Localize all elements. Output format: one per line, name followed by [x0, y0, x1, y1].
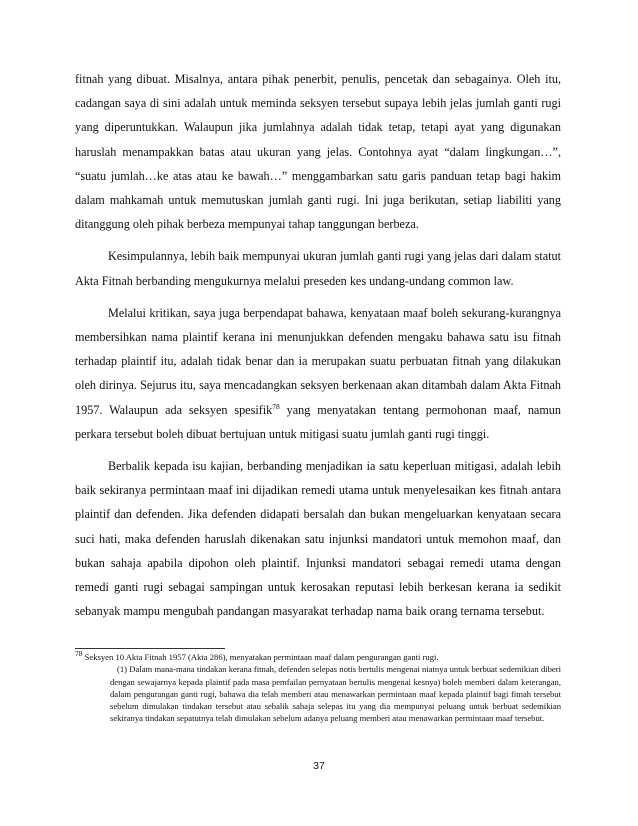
footnote-main	[75, 651, 561, 663]
paragraph-3	[75, 301, 561, 446]
body-text	[75, 67, 561, 631]
footnote-text: Seksyen 10 Akta Fitnah 1957 (Akta 286), menyatakan permintaan maaf dalam pengurangan ganti rugi.	[82, 652, 439, 662]
page-number: 37	[313, 760, 325, 772]
paragraph-3-text-after: yang menyatakan tentang permohonan maaf, namun perkara tersebut boleh dibuat bertujuan untuk mitigasi suatu jumlah ganti rugi tinggi.	[75, 402, 561, 441]
footnote	[75, 651, 561, 725]
paragraph-2: Kesimpulannya, lebih baik mempunyai ukuran jumlah ganti rugi yang jelas dari dalam statut Akta Fitnah berbanding mengukurnya melalui preseden kes undang-undang common law.	[75, 249, 561, 288]
paragraph-4: Berbalik kepada isu kajian, berbanding menjadikan ia satu keperluan mitigasi, adalah lebih baik sekiranya permintaan maaf ini dijadikan remedi utama untuk menyelesaikan kes fitnah antara plaintif dan defenden. Jika defenden didapati bersalah dan bukan mengeluarkan kenyataan secara suci hati, maka defenden haruslah dikenakan satu injunksi mandatori untuk memohon maaf, dan bukan sahaja apabila dipohon oleh plaintif. Injunksi mandatori sebagai remedi utama dengan remedi ganti rugi sebagai sampingan untuk kerosakan reputasi lebih berkesan kerana ia sedikit sebanyak mampu mengubah pandangan masyarakat terhadap nama baik orang ternama tersebut.	[75, 459, 561, 619]
footnote-reference[interactable]: 78	[272, 401, 280, 411]
footnote-number: 78	[75, 649, 83, 659]
paragraph-1: fitnah yang dibuat. Misalnya, antara pihak penerbit, penulis, pencetak dan sebagainya. Oleh itu, cadangan saya di sini adalah untuk meminda seksyen tersebut supaya lebih jelas jumlah ganti rugi yang diperuntukkan. Walaupun jika jumlahnya adalah tidak tetap, tetapi ayat yang digunakan haruslah menampakkan batas atau ukuran yang jelas. Contohnya ayat “dalam lingkungan…”, “suatu jumlah…ke atas atau ke bawah…” menggambarkan satu garis panduan tetap bagi hakim dalam mahkamah untuk memutuskan jumlah ganti rugi. Ini juga berikutan, setiap liabiliti yang ditanggung oleh pihak berbeza mempunyai tahap tanggungan berbeza.	[75, 72, 561, 232]
footnote-divider	[75, 648, 225, 649]
paragraph-3-text-before: Melalui kritikan, saya juga berpendapat bahawa, kenyataan maaf boleh sekurang-kurangnya membersihkan nama plaintif kerana ini menunjukkan defenden mengaku bahawa satu isu fitnah terhadap plaintif itu, adalah tidak benar dan ia merupakan suatu perbuatan fitnah yang dilakukan oleh dirinya. Sejurus itu, saya mencadangkan seksyen berkenaan akan ditambah dalam Akta Fitnah 1957. Walaupun ada seksyen spesifik	[75, 305, 561, 417]
footnote-subsection: (1) Dalam mana-mana tindakan kerana fitnah, defenden selepas notis bertulis mengenai niatnya untuk berbuat sedemikian diberi dengan sewajarnya kepada plaintif pada masa pemfailan pernyataan bertulis mengenai kesnya) boleh memberi dalam keterangan, dalam pengurangan ganti rugi, bahawa dia telah memberi atau menawarkan permintaan maaf kepada plaintif bagi fitnah tersebut sebelum dimulakan tindakan tersebut atau sebalik sahaja selepas itu yang dia mempunyai peluang untuk berbuat sedemikian sekiranya tindakan sepatutnya telah dimulakan sebelum adanya peluang memberi atau menawarkan permintaan maaf tersebut.	[110, 664, 561, 724]
